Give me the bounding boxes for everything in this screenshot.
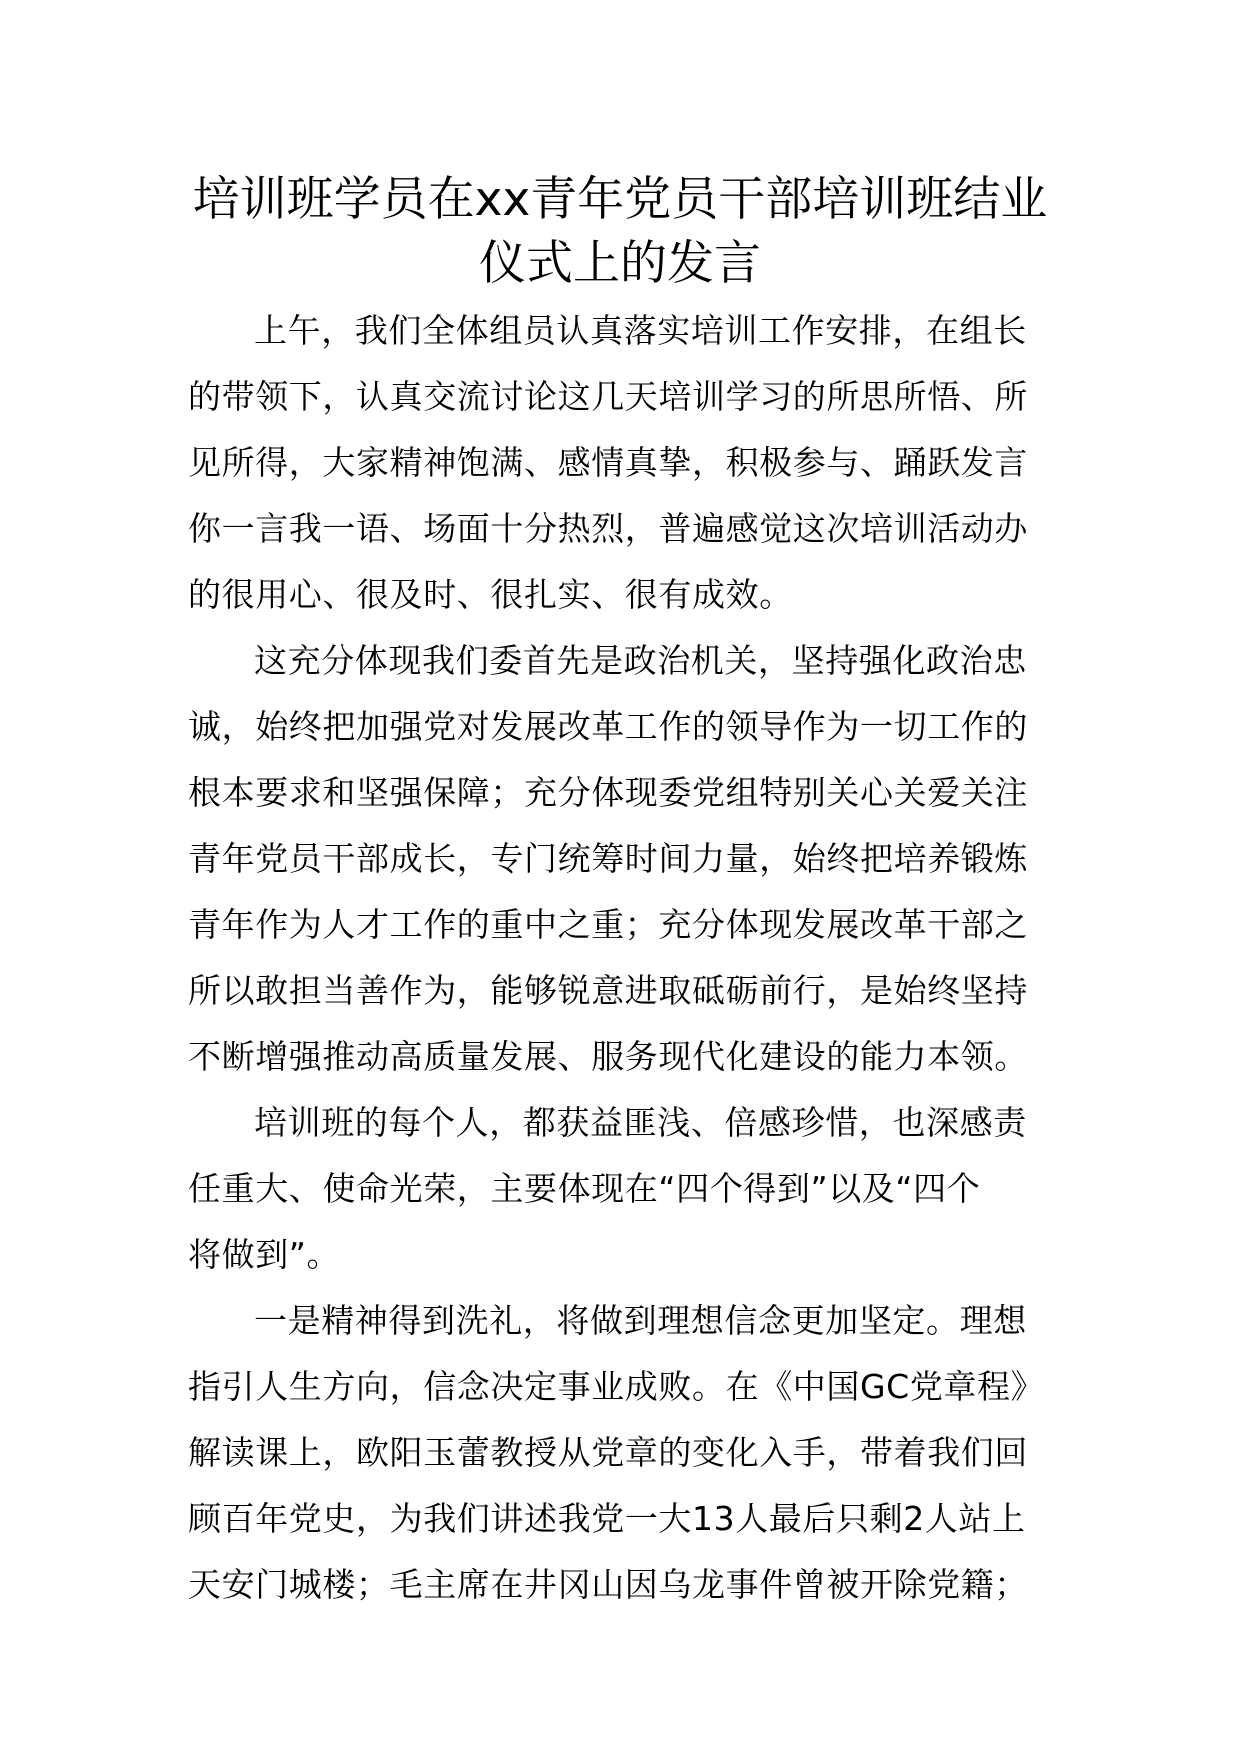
- paragraph-line: 一是精神得到洗礼，将做到理想信念更加坚定。理想: [254, 1301, 1027, 1340]
- paragraph-2: [188, 628, 1050, 1090]
- paragraph-1: [188, 298, 1050, 628]
- paragraph-line: 指引人生方向，信念决定事业成败。在《中国GC党章程》: [188, 1367, 1045, 1406]
- paragraph-line: 将做到”。: [188, 1235, 341, 1274]
- paragraph-line: 诚，始终把加强党对发展改革工作的领导作为一切工作的: [188, 707, 1028, 746]
- paragraph-line: 上午，我们全体组员认真落实培训工作安排，在组长: [254, 311, 1027, 350]
- paragraph-line: 所以敢担当善作为，能够锐意进取砥砺前行，是始终坚持: [188, 971, 1028, 1010]
- paragraph-line: 见所得，大家精神饱满、感情真挚，积极参与、踊跃发言: [188, 443, 1028, 482]
- paragraph-line: 培训班的每个人，都获益匪浅、倍感珍惜，也深感责: [254, 1103, 1027, 1142]
- paragraph-3: [188, 1090, 1050, 1288]
- title-line-2: 仪式上的发言: [479, 236, 761, 291]
- paragraph-line: 的很用心、很及时、很扎实、很有成效。: [188, 575, 793, 614]
- paragraph-line: 青年党员干部成长，专门统筹时间力量，始终把培养锻炼: [188, 839, 1028, 878]
- paragraph-line: 不断增强推动高质量发展、服务现代化建设的能力本领。: [188, 1037, 1028, 1076]
- paragraph-line: 的带领下，认真交流讨论这几天培训学习的所思所悟、所: [188, 377, 1028, 416]
- paragraph-line: 根本要求和坚强保障；充分体现委党组特别关心关爱关注: [188, 773, 1028, 812]
- title-line-1: 培训班学员在xx青年党员干部培训班结业: [192, 172, 1048, 227]
- paragraph-line: 你一言我一语、场面十分热烈，普遍感觉这次培训活动办: [188, 509, 1028, 548]
- paragraph-line: 天安门城楼；毛主席在井冈山因乌龙事件曾被开除党籍；: [188, 1565, 1028, 1604]
- paragraph-line: 解读课上，欧阳玉蕾教授从党章的变化入手，带着我们回: [188, 1433, 1028, 1472]
- paragraph-line: 顾百年党史，为我们讲述我党一大13人最后只剩2人站上: [188, 1499, 1026, 1538]
- document-title: [185, 168, 1055, 296]
- document-body: [188, 298, 1050, 1618]
- paragraph-line: 青年作为人才工作的重中之重；充分体现发展改革干部之: [188, 905, 1028, 944]
- paragraph-4: [188, 1288, 1050, 1618]
- paragraph-line: 这充分体现我们委首先是政治机关，坚持强化政治忠: [254, 641, 1027, 680]
- paragraph-line: 任重大、使命光荣，主要体现在“四个得到”以及“四个: [188, 1169, 981, 1208]
